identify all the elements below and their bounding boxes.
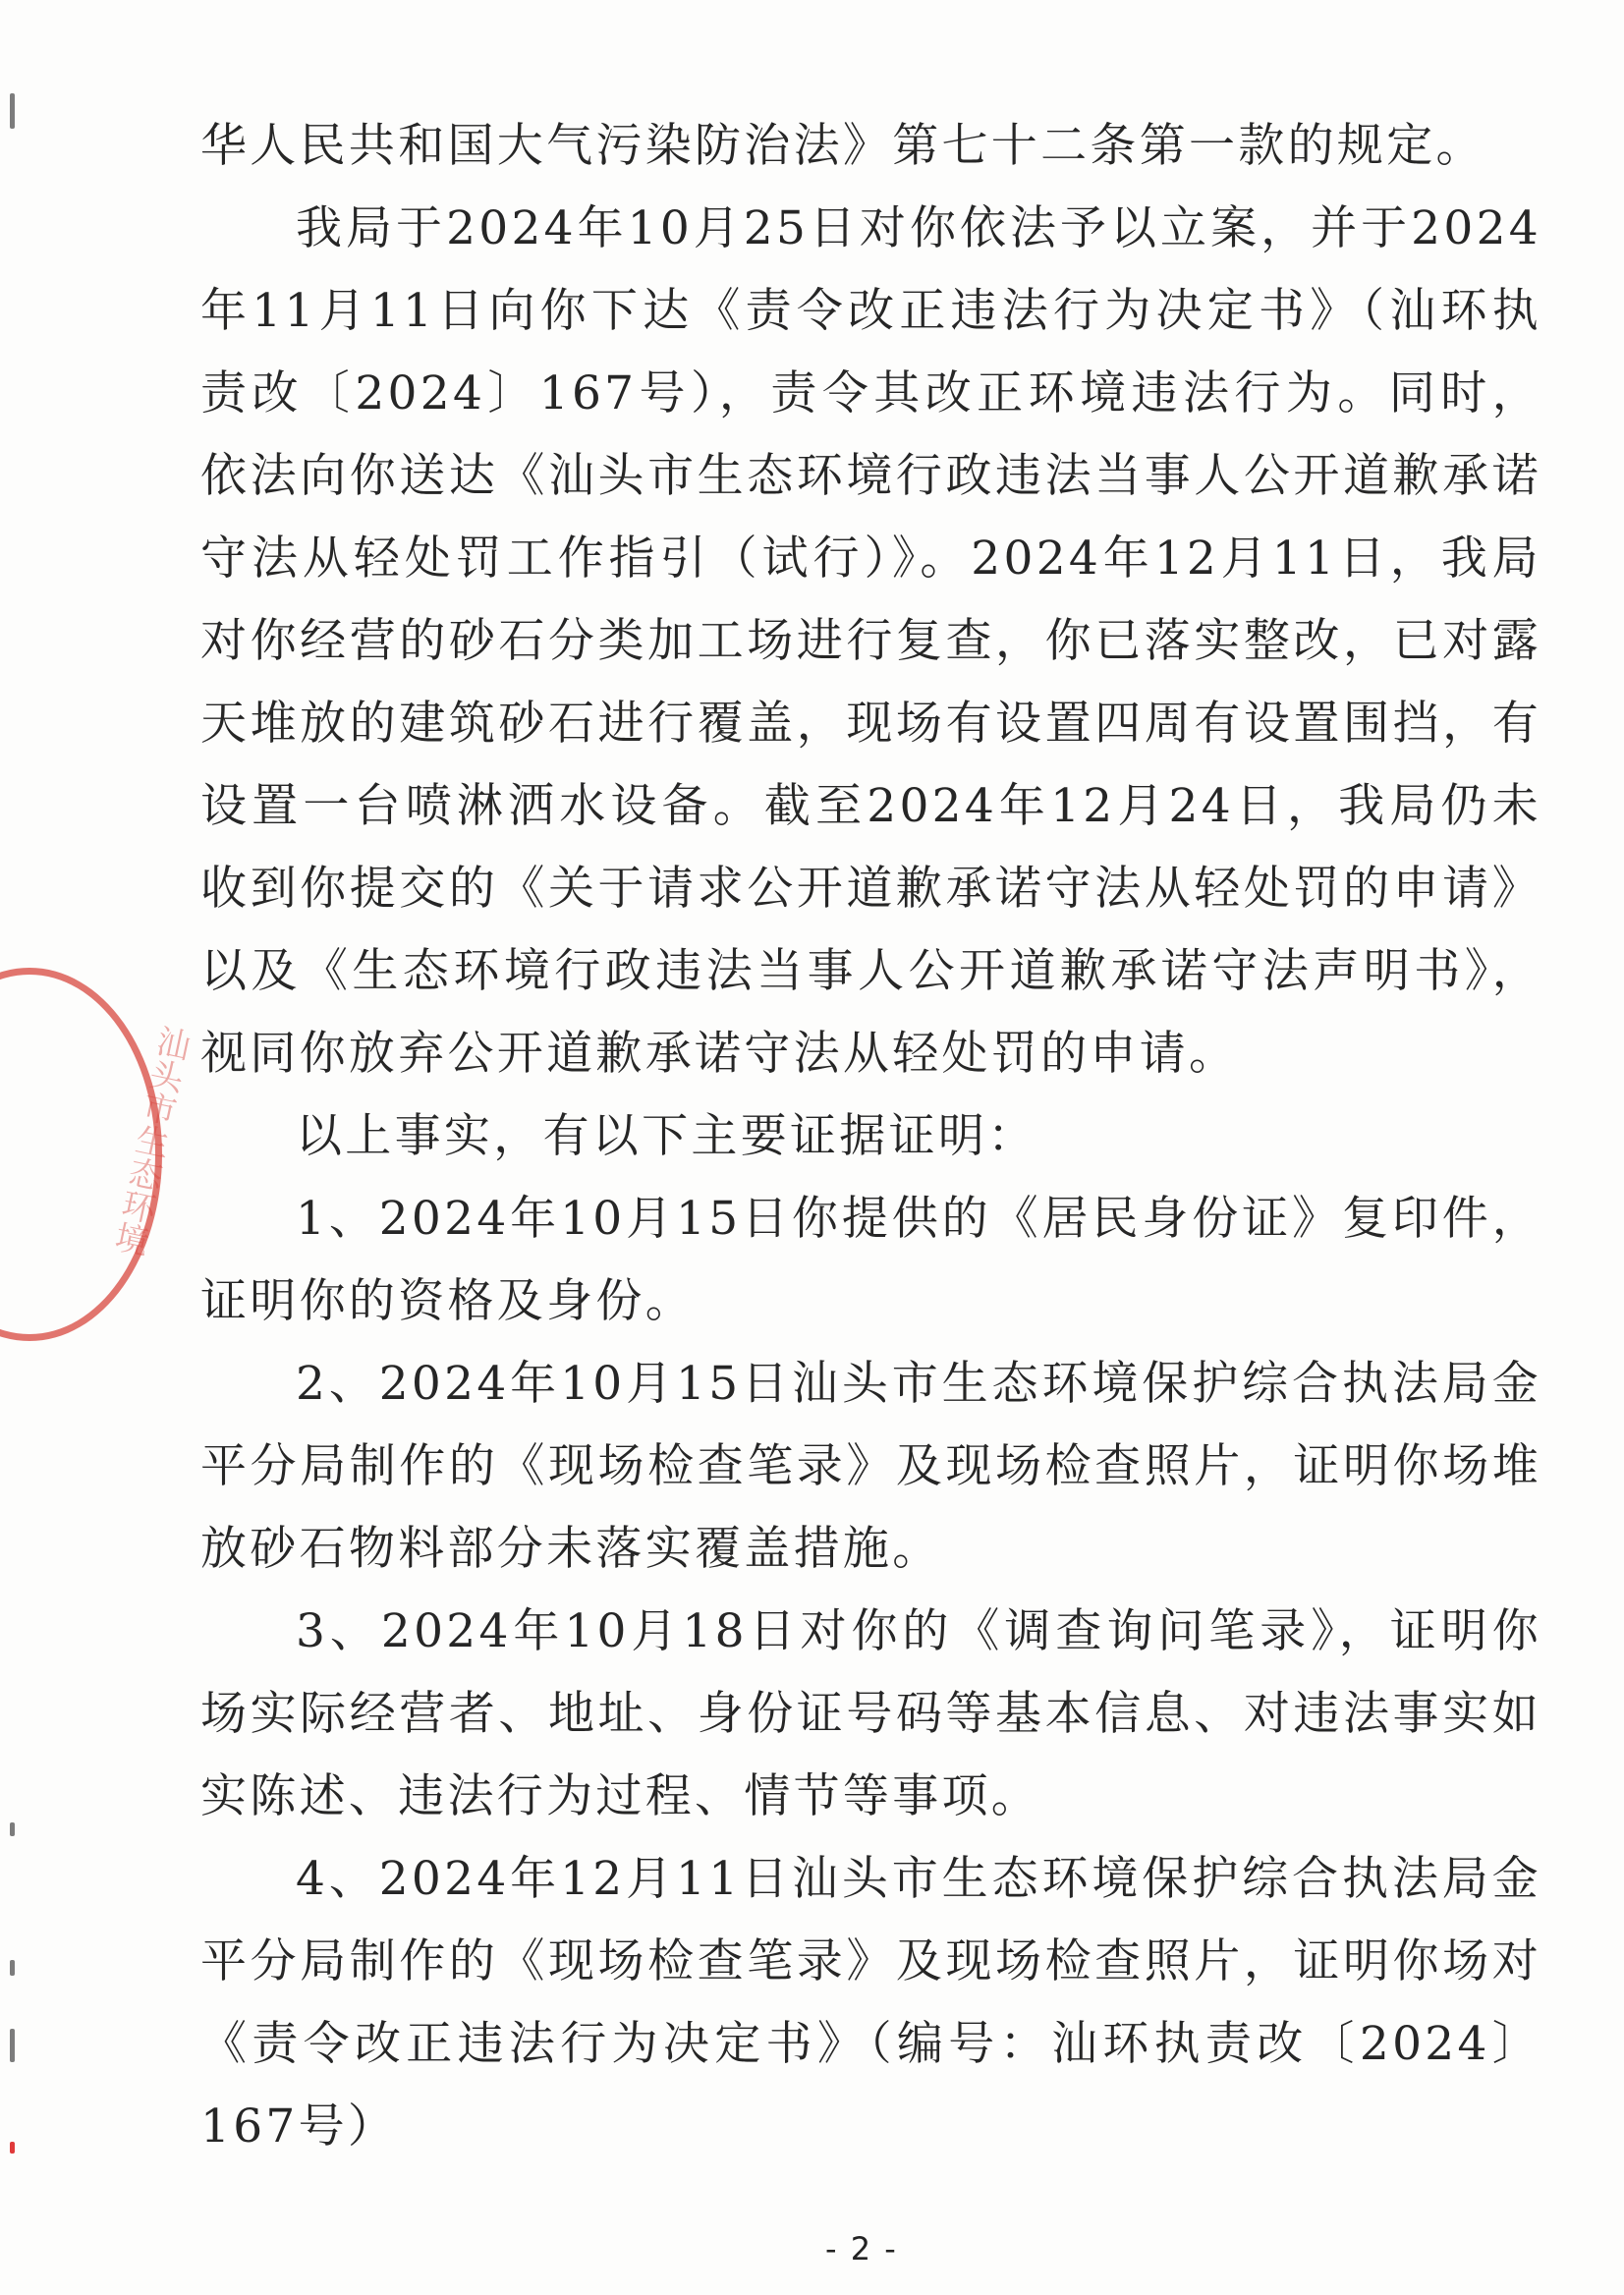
scan-edge-mark xyxy=(10,1822,15,1836)
evidence-item: 4、2024年12月11日汕头市生态环境保护综合执法局金平分局制作的《现场检查笔录》及现场检查照片，证明你场对《责令改正违法行为决定书》（编号：汕环执责改〔2024〕167号） xyxy=(200,1852,1541,2154)
scan-edge-mark xyxy=(10,93,15,129)
document-body xyxy=(200,105,1541,2168)
page-number: - 2 - xyxy=(825,2230,898,2267)
paragraph: 以上事实，有以下主要证据证明： xyxy=(296,1109,1037,1163)
scan-edge-mark xyxy=(10,1960,15,1976)
paragraph: 华人民共和国大气污染防治法》第七十二条第一款的规定。 xyxy=(200,119,1485,173)
evidence-item: 3、2024年10月18日对你的《调查询问笔录》，证明你场实际经营者、地址、身份证号码等基本信息、对违法事实如实陈述、违法行为过程、情节等事项。 xyxy=(200,1604,1541,1823)
paragraph: 我局于2024年10月25日对你依法予以立案，并于2024年11月11日向你下达《责令改正违法行为决定书》（汕环执责改〔2024〕167号），责令其改正环境违法行为。同时，依法向你送达《汕头市生态环境行政违法当事人公开道歉承诺守法从轻处罚工作指引（试行）》。2024年12月11日，我局对你经营的砂石分类加工场进行复查，你已落实整改，已对露天堆放的建筑砂石进行覆盖，现场有设置四周有设置围挡，有设置一台喷淋洒水设备。截至2024年12月24日，我局仍未收到你提交的《关于请求公开道歉承诺守法从轻处罚的申请》以及《生态环境行政违法当事人公开道歉承诺守法声明书》，视同你放弃公开道歉承诺守法从轻处罚的申请。 xyxy=(200,201,1541,1081)
scan-edge-mark xyxy=(10,2142,15,2154)
evidence-item: 1、2024年10月15日你提供的《居民身份证》复印件，证明你的资格及身份。 xyxy=(200,1192,1541,1328)
scan-edge-mark xyxy=(10,2029,15,2062)
evidence-item: 2、2024年10月15日汕头市生态环境保护综合执法局金平分局制作的《现场检查笔录》及现场检查照片，证明你场堆放砂石物料部分未落实覆盖措施。 xyxy=(200,1357,1541,1576)
official-seal-text: 汕头市生态环境 xyxy=(106,1021,194,1259)
